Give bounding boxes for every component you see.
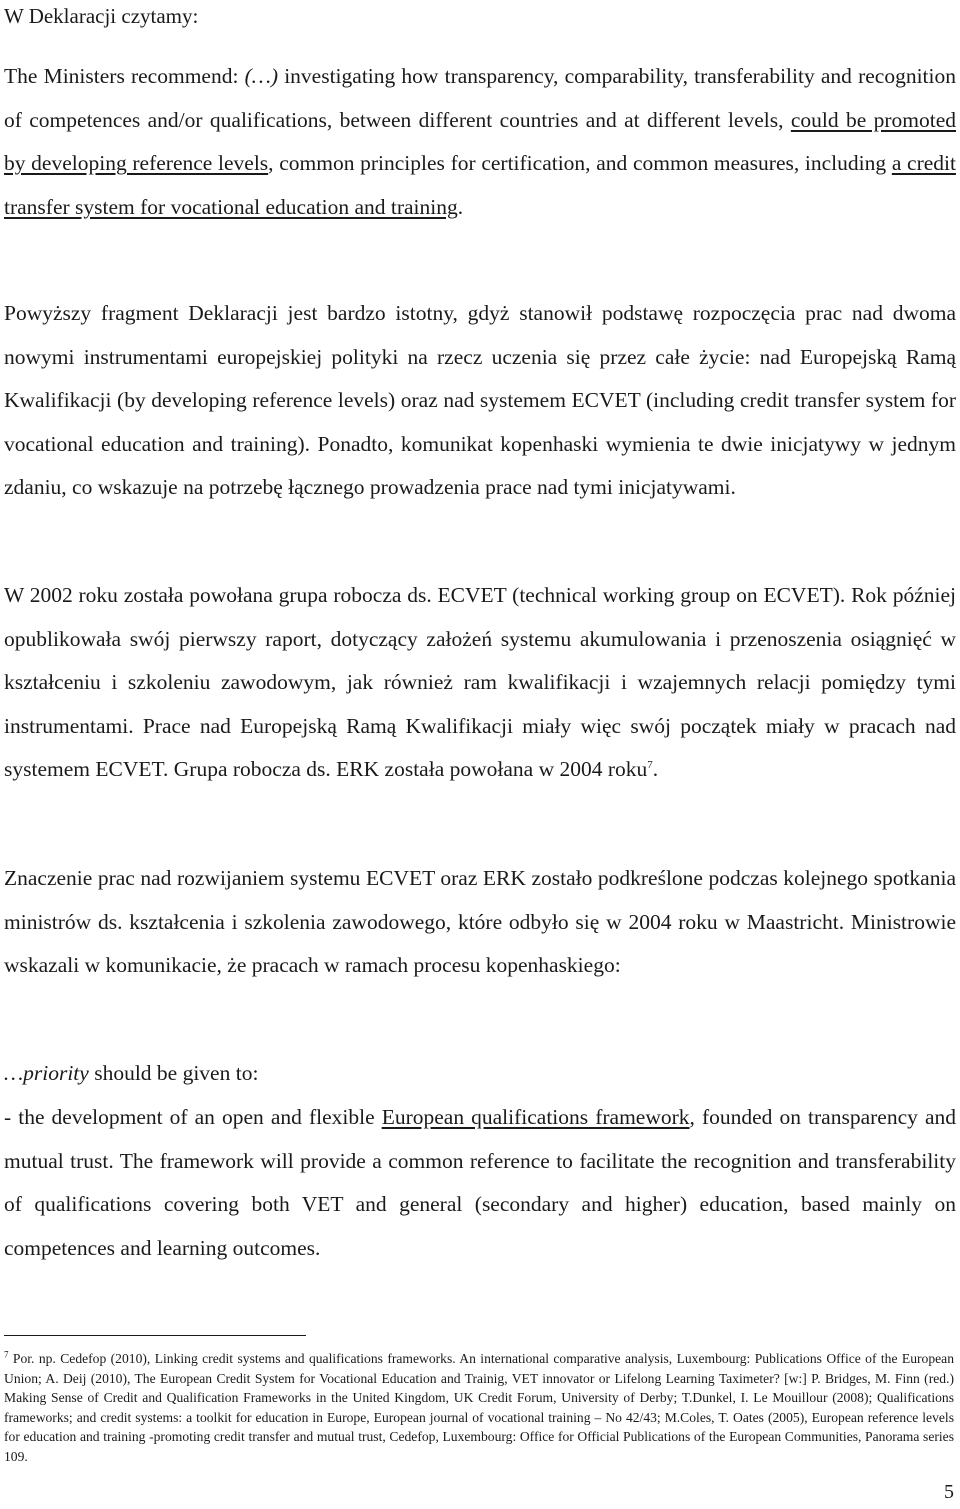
underlined-phrase-eqf: European qualifications framework <box>381 1105 690 1129</box>
footnote-mark: 7 <box>4 1349 9 1360</box>
quote-text-2: , common principles for certification, and common measures, including <box>268 151 892 176</box>
priority-intro <box>4 1052 956 1096</box>
paragraph-maastricht: Znaczenie prac nad rozwijaniem systemu ECVET oraz ERK zostało podkreślone podczas kolejnego spotkania ministrów ds. kształcenia i szkolenia zawodowego, które odbyło się w 2004 roku w Maastricht. Ministrowie wskazali w komunikacie, że pracach w ramach procesu kopenhaskiego: <box>4 866 956 978</box>
quote-end: . <box>457 194 464 219</box>
footnote-reference[interactable]: 7 <box>647 759 653 772</box>
page-number: 5 <box>944 1481 954 1503</box>
quote-paragraph <box>4 55 956 229</box>
quote-intro: The Ministers recommend: <box>4 64 245 88</box>
ellipsis-mark: (…) <box>244 64 279 88</box>
priority-item <box>4 1096 956 1270</box>
underlined-phrase-reference-levels: could be promoted by developing reference levels <box>4 107 956 176</box>
paragraph-grupa-robocza-end: . <box>652 757 659 782</box>
section-heading: W Deklaracji czytamy: <box>4 4 199 28</box>
priority-item-text-1: - the development of an open and flexible <box>4 1105 382 1129</box>
paragraph-deklaracja: Powyższy fragment Deklaracji jest bardzo istotny, gdyż stanowił podstawę rozpoczęcia prac nad dwoma nowymi instrumentami europejskiej polityki na rzecz uczenia się przez całe życie: nad Europejską Ramą Kwalifikacji (by developing reference levels) oraz nad systemem ECVET (including credit transfer system for vocational education and training). Ponadto, komunikat kopenhaski wymienia te dwie inicjatywy w jednym zdaniu, co wskazuje na potrzebę łącznego prowadzenia prace nad tymi inicjatywami. <box>4 301 956 500</box>
paragraph-grupa-robocza-text: W 2002 roku została powołana grupa robocza ds. ECVET (technical working group on ECVET). Rok później opublikowała swój pierwszy raport, dotyczący założeń systemu akumulowania i przenoszenia osiągnięć w kształceniu i szkoleniu zawodowym, jak również ram kwalifikacji i wzajemnych relacji pomiędzy tymi instrumentami. Prace nad Europejską Ramą Kwalifikacji miały więc swój początek miały w pracach nad systemem ECVET. Grupa robocza ds. ERK została powołana w 2004 roku <box>4 583 956 782</box>
underlined-phrase-credit-transfer: a credit transfer system for vocational education and training <box>4 151 956 219</box>
priority-italic: …priority <box>4 1061 89 1085</box>
footnote-text: Por. np. Cedefop (2010), Linking credit systems and qualifications frameworks. An international comparative analysis, Luxembourg: Publications Office of the European Union; A. Deij (2010), The European Credit System for Vocational Education and Trainig, VET innovator or Lifelong Learning Taximeter? [w:] P. Bridges, M. Finn (red.) Making Sense of Credit and Qualification Frameworks in the United Kingdom, UK Credit Forum, University of Derby; T.Dunkel, I. Le Mouillour (2008); Qualifications frameworks; and credit systems: a toolkit for education in Europe, European journal of vocational training – No 42/43; M.Coles, T. Oates (2005), European reference levels for education and training -promoting credit transfer and mutual trust, Cedefop, Luxembourg: Office for Official Publications of the European Communities, Panorama series 109. <box>4 1351 954 1464</box>
footnote-separator <box>4 1335 306 1336</box>
priority-rest: should be given to: <box>88 1061 259 1085</box>
footnote <box>4 1349 954 1467</box>
paragraph-grupa-robocza <box>4 574 956 792</box>
priority-item-text-2: , founded on transparency and mutual trust. The framework will provide a common reference to facilitate the recognition and transferability of qualifications covering both VET and general (secondary and higher) education, based mainly on competences and learning outcomes. <box>4 1105 956 1260</box>
quote-text-1: investigating how transparency, comparability, transferability and recognition of competences and/or qualifications, between different countries and at different levels, <box>4 64 956 132</box>
